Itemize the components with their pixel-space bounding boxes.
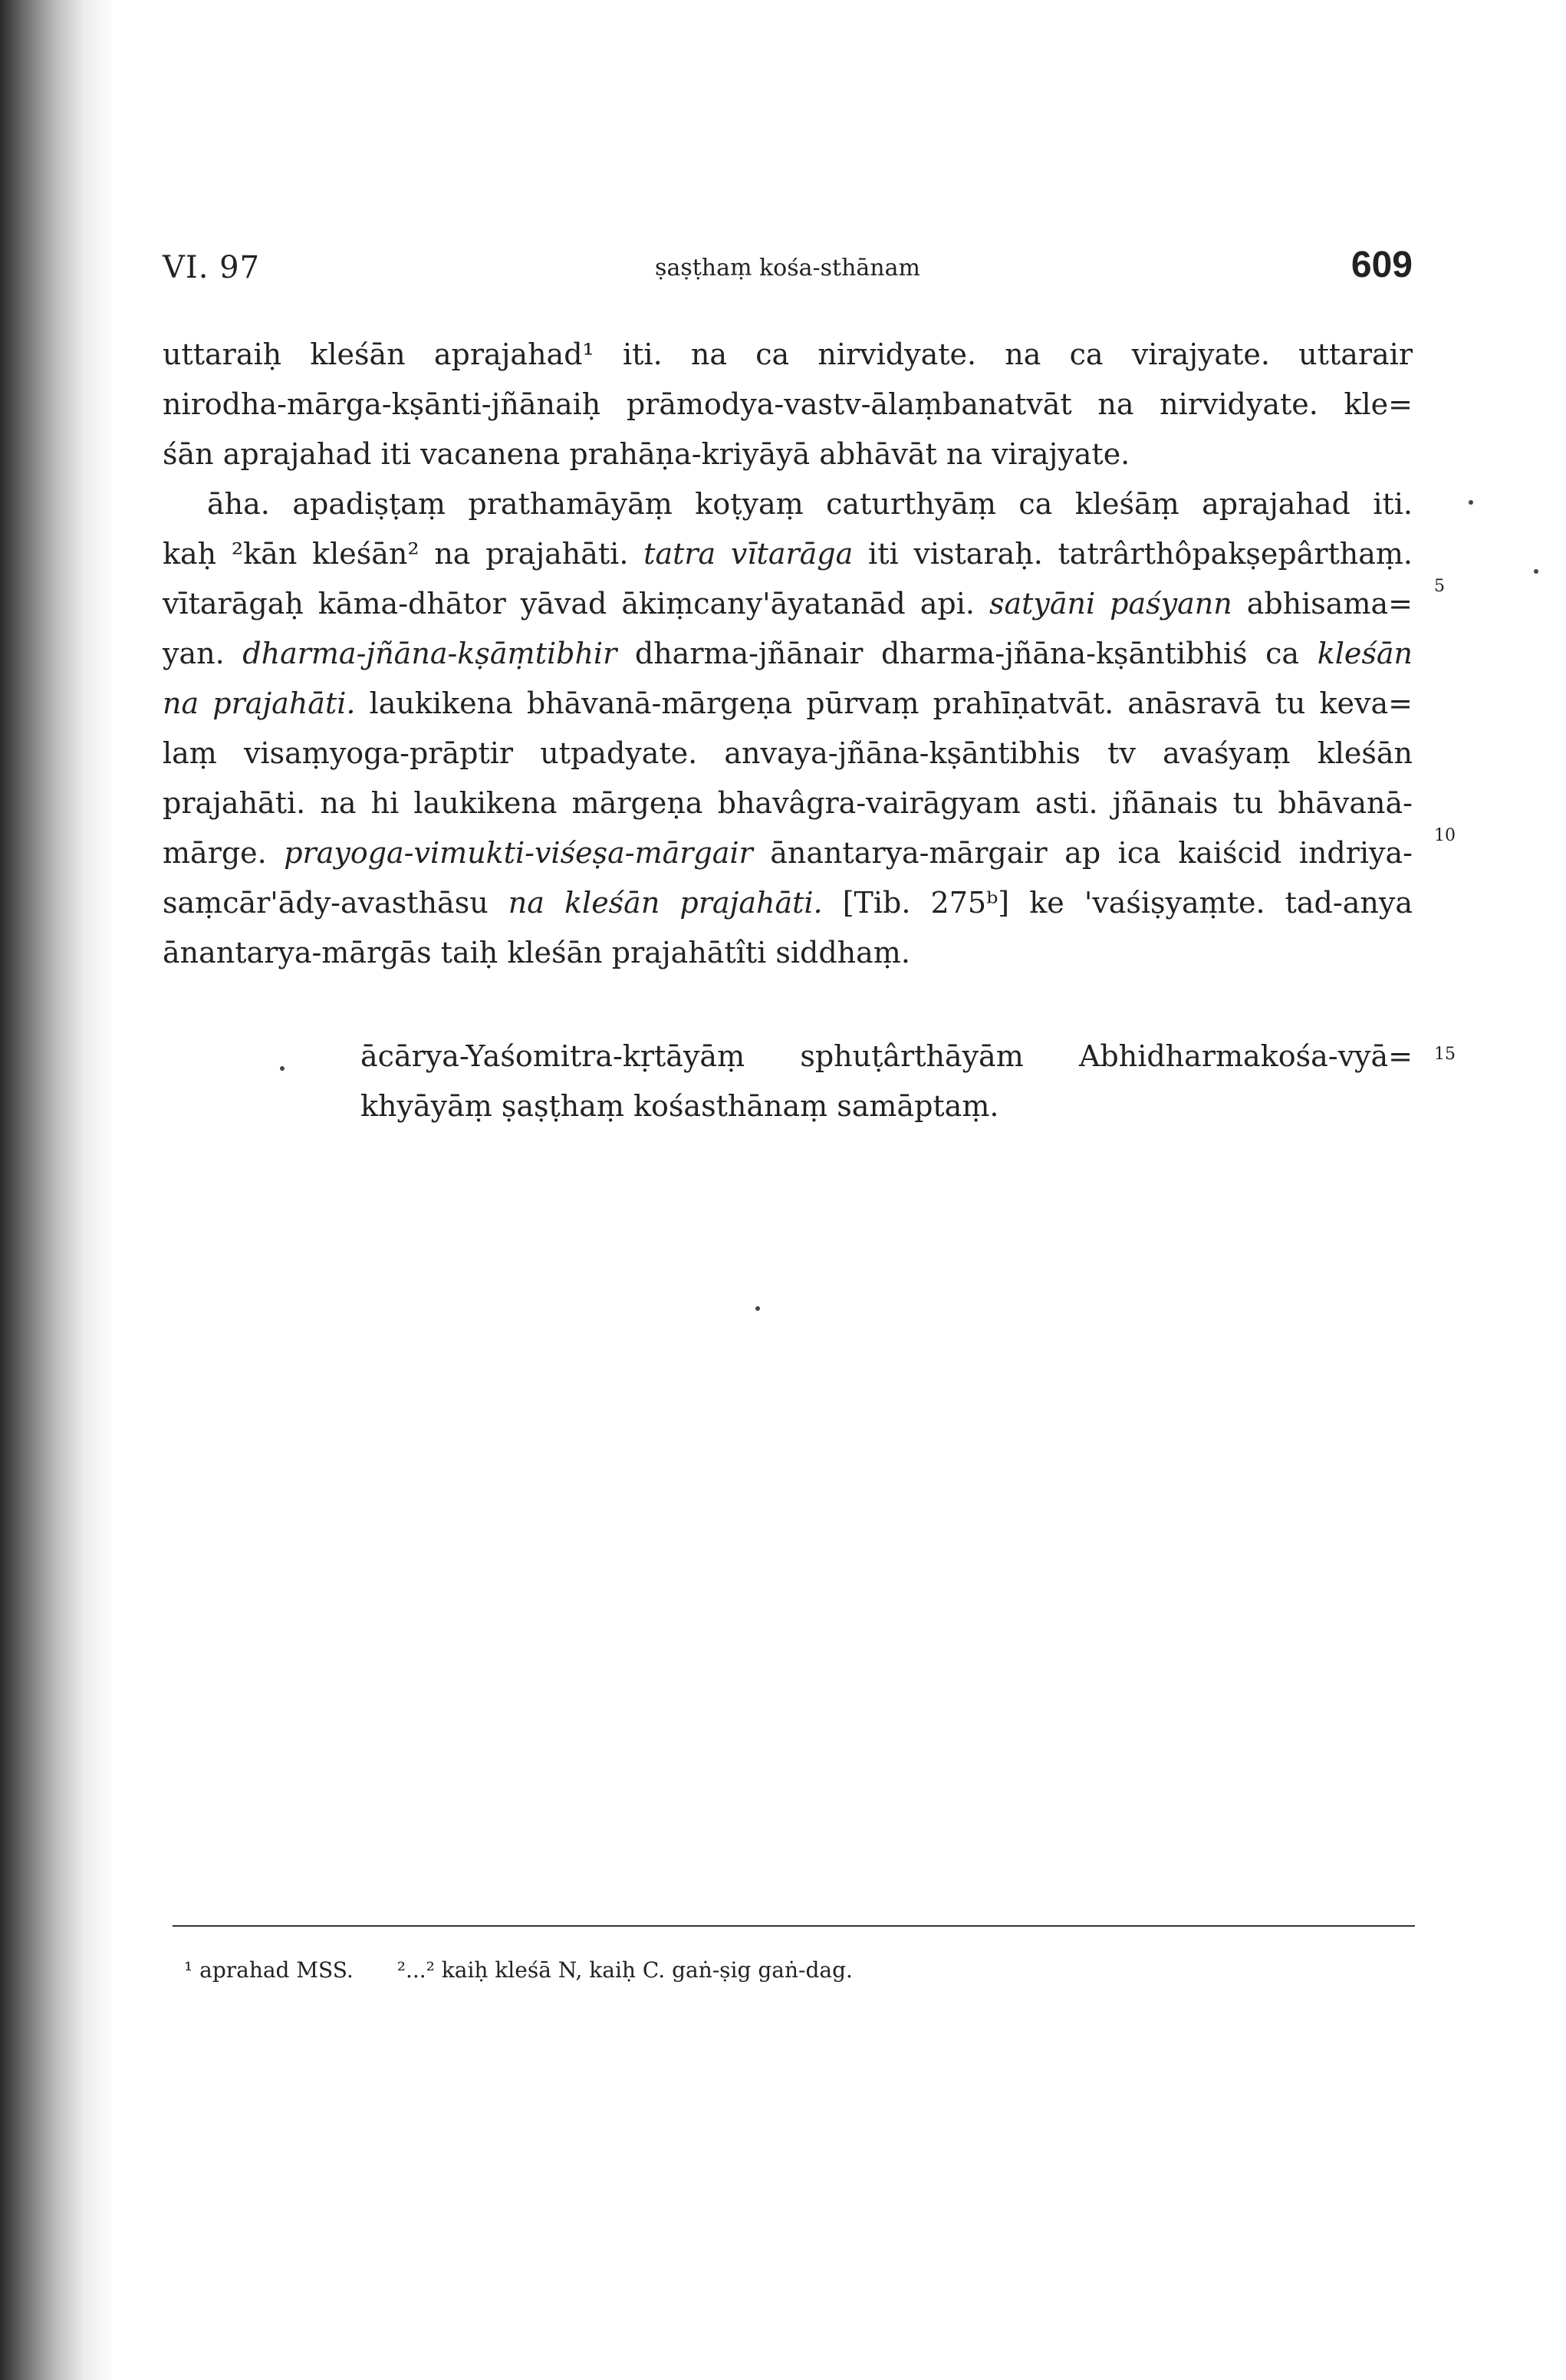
footnote-1: ¹ aprahad MSS.: [184, 1957, 354, 1983]
running-header: [163, 244, 1413, 298]
scan-speck: [755, 1306, 760, 1311]
footnote-2: ²...² kaiḥ kleśā N, kaiḥ C. gaṅ-ṣig gaṅ-dag.: [396, 1957, 853, 1983]
line-number-5: 5: [1434, 577, 1445, 596]
text-span: vītarāgaḥ kāma-dhātor yāvad ākiṃcany'āyatanād api.: [163, 587, 989, 621]
text-line: [163, 878, 1413, 928]
footnotes: [184, 1957, 890, 1983]
italic-lemma: dharma-jñāna-kṣāṃtibhir: [242, 637, 617, 670]
text-line: prajahāti. na hi laukikena mārgeṇa bhavâgra-vairāgyam asti. jñānais tu bhāvanā-: [163, 786, 1413, 820]
text-line: [163, 579, 1413, 629]
italic-lemma: tatra vītarāga: [643, 537, 854, 571]
text-span: laukikena bhāvanā-mārgeṇa pūrvaṃ prahīṇatvāt. anāsravā tu keva=: [355, 686, 1413, 720]
text-span: iti vistaraḥ. tatrârthôpakṣepârthaṃ.: [853, 537, 1413, 571]
colophon-line: khyāyāṃ ṣaṣṭhaṃ kośasthānaṃ samāptaṃ.: [360, 1089, 999, 1123]
scan-speck: [1534, 569, 1538, 574]
italic-lemma: satyāni paśyann: [989, 587, 1232, 621]
line-number-15: 15: [1434, 1045, 1456, 1064]
text-line: āha. apadiṣṭaṃ prathamāyāṃ koṭyaṃ caturthyāṃ ca kleśāṃ aprajahad iti.: [207, 487, 1413, 521]
text-span: yan.: [163, 637, 243, 670]
italic-lemma: na prajahāti.: [163, 686, 356, 720]
line-number-10: 10: [1434, 826, 1456, 845]
main-text: [163, 330, 1413, 978]
text-span: [Tib. 275ᵇ] ke 'vaśiṣyaṃte. tad-anya: [822, 886, 1413, 920]
page-number: 609: [1351, 245, 1413, 285]
colophon-line: ācārya-Yaśomitra-kṛtāyāṃ sphuṭârthāyām Abhidharmakośa-vyā=: [360, 1039, 1413, 1073]
text-line: nirodha-mārga-kṣānti-jñānaiḥ prāmodya-vastv-ālaṃbanatvāt na nirvidyate. kle=: [163, 387, 1413, 421]
text-span: dharma-jñānair dharma-jñāna-kṣāntibhiś ca: [617, 637, 1318, 670]
text-span: abhisama=: [1232, 587, 1413, 621]
text-line: śān aprajahad iti vacanena prahāṇa-kriyāyā abhāvāt na virajyate.: [163, 437, 1130, 471]
text-line: [163, 529, 1413, 579]
footnote-rule: [173, 1925, 1415, 1927]
text-line: [163, 828, 1413, 878]
text-line: uttaraiḥ kleśān aprajahad¹ iti. na ca nirvidyate. na ca virajyate. uttarair: [163, 337, 1413, 371]
text-line: [163, 679, 1413, 729]
italic-lemma: kleśān: [1317, 637, 1413, 670]
italic-lemma: na kleśān prajahāti.: [508, 886, 823, 920]
scan-speck: [280, 1066, 285, 1071]
chapter-reference: VI. 97: [163, 250, 261, 285]
text-span: saṃcār'ādy-avasthāsu: [163, 886, 508, 920]
text-line: [163, 629, 1413, 679]
scan-binding-shadow: [0, 0, 115, 2380]
text-line: laṃ visaṃyoga-prāptir utpadyate. anvaya-jñāna-kṣāntibhis tv avaśyaṃ kleśān: [163, 736, 1413, 770]
running-title: ṣaṣṭhaṃ kośa-sthānam: [655, 255, 920, 281]
text-span: mārge.: [163, 836, 285, 870]
text-span: ānantarya-mārgair ap ica kaiścid indriya-: [752, 836, 1413, 870]
scan-speck: [1469, 500, 1473, 505]
text-span: kaḥ ²kān kleśān² na prajahāti.: [163, 537, 644, 571]
text-line: ānantarya-mārgās taiḥ kleśān prajahātîti siddhaṃ.: [163, 936, 910, 969]
italic-lemma: prayoga-vimukti-viśeṣa-mārgair: [284, 836, 753, 870]
colophon: [360, 1032, 1413, 1131]
